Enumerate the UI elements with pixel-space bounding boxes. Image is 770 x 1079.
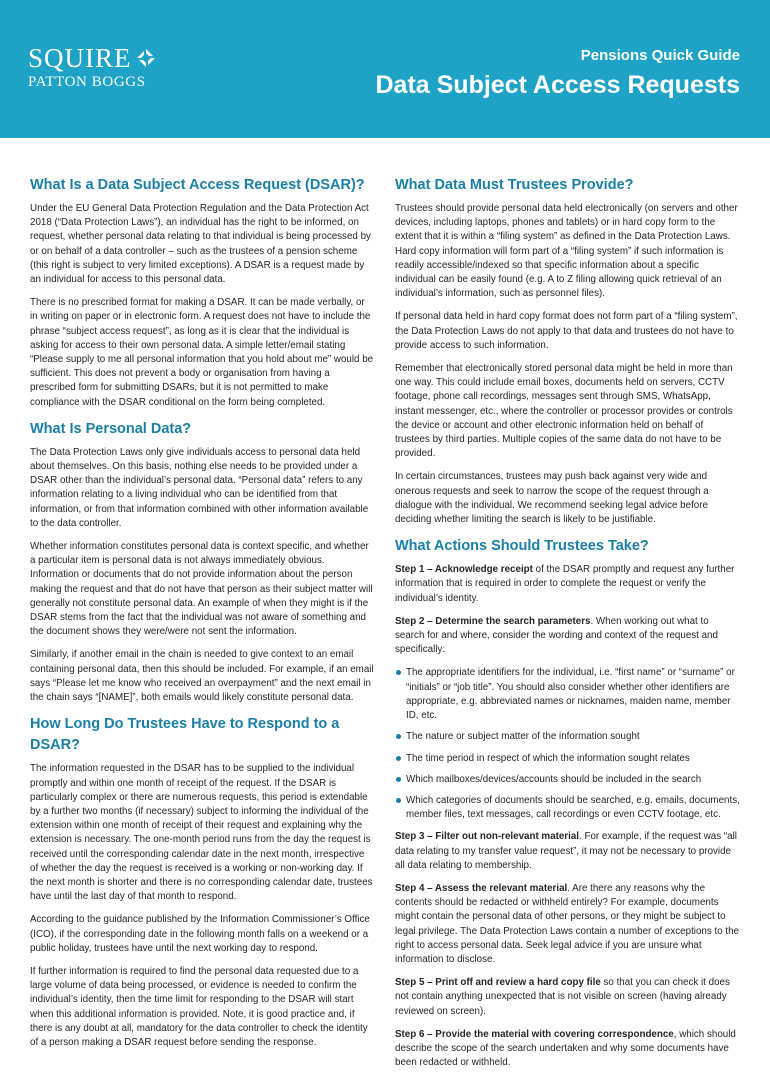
- step-4-text: . Are there any reasons why the contents should be redacted or withheld entirely? For example, documents might contain the personal data of other persons, or they might be subject to legal privilege. The Data Protection Laws contain a number of exceptions to the right to access personal data. Seek legal advice if you are unsure what information to disclose.: [395, 882, 740, 965]
- bullet-icon: [396, 777, 401, 782]
- paragraph: According to the guidance published by the Information Commissioner’s Office (ICO), if the corresponding date in the following month falls on a weekend or a public holiday, trustees have until the next working day to respond.: [30, 914, 370, 954]
- paragraph: The information requested in the DSAR has to be supplied to the individual promptly and within one month of receipt of the request. If the DSAR is particularly complex or there are numerous requests, this period is extendable by a further two months (if necessary) subject to informing the individual of the extension within one month of receipt of their request and explaining why the extension is necessary. The one-month period runs from the day the request is received until the corresponding calendar date in the next month, irrespective of whether the day the request is received is a working or non-working day. If the next month is shorter and there is no corresponding calendar date, trustees have until the last day of that month to respond.: [30, 763, 373, 903]
- paragraph: Under the EU General Data Protection Regulation and the Data Protection Act 2018 (“Data Protection Laws”), an individual has the right to be informed, on request, whether personal data relating to that individual is being processed by or on behalf of a data controller – such as the trustees of a pension scheme (this right is subject to very limited exceptions). A DSAR is a request made by an individual for access to this personal data.: [30, 203, 371, 286]
- left-column: [30, 175, 375, 1059]
- header-banner: [0, 0, 770, 138]
- document-title: Data Subject Access Requests: [375, 71, 740, 99]
- list-item: Which mailboxes/devices/accounts should be included in the search: [395, 773, 740, 787]
- paragraph: If personal data held in hard copy format does not form part of a “filing system”, the Data Protection Laws do not apply to that data and trustees do not have to provide access to such information.: [395, 311, 738, 351]
- step-4-title: Step 4 – Assess the relevant material: [395, 882, 568, 894]
- step-1-text: of the DSAR promptly and request any further information that is required in order to complete the request or verify the individual’s identity.: [395, 564, 735, 604]
- bullet-icon: [396, 756, 401, 761]
- step-3: [395, 830, 740, 873]
- firm-logo: [28, 44, 156, 91]
- step-5: [395, 976, 740, 1019]
- paragraph: If further information is required to find the personal data requested due to a large volume of data being processed, or evidence is needed to confirm the individual’s identity, then the time limit for responding to the DSAR will start when this additional information is provided. Note, it is good practice and, if there is any doubt at all, mandatory for the data controller to check the identity of a person making a DSAR request before sending the response.: [30, 965, 368, 1048]
- paragraph: There is no prescribed format for making a DSAR. It can be made verbally, or in writing on paper or in electronic form. A request does not have to include the phrase “subject access request”, as long as it is clear that the individual is asking for access to their own personal data. A simple letter/email stating “Please supply to me all personal information that you hold about me” would be sufficient. This does not prevent a body or organisation from having a prescribed form for submitting DSARs, but it is not permitted to make compliance with the DSAR conditional on the form being completed.: [30, 297, 374, 408]
- step-5-text: so that you can check it does not contain anything unexpected that is not visible on screen (having already reviewed on screen).: [395, 977, 730, 1017]
- heading-what-data: What Data Must Trustees Provide?: [395, 177, 634, 193]
- right-column: [395, 175, 740, 1079]
- heading-what-is-dsar: What Is a Data Subject Access Request (DSAR)?: [30, 177, 365, 193]
- logo-mark-icon: [136, 48, 156, 68]
- paragraph: Whether information constitutes personal data is context specific, and whether a particular item is personal data is not always immediately obvious. Information or documents that do not provide information about the person making the request and that do not have that person as their subject matter will generally not constitute personal data. An example of when they might is if the DSAR stems from the fact that the individual was not aware of something and the document shows they were/were not sent the information.: [30, 541, 373, 638]
- logo-line2: PATTON BOGGS: [28, 74, 146, 90]
- step-6-text: , which should describe the scope of the search undertaken and why some documents have been redacted or withheld.: [395, 1028, 736, 1069]
- step-6-title: Step 6 – Provide the material with covering correspondence: [395, 1028, 674, 1040]
- step-1-title: Step 1 – Acknowledge receipt: [395, 564, 533, 576]
- bullet-icon: [396, 670, 401, 675]
- step-5-title: Step 5 – Print off and review a hard copy file: [395, 977, 601, 989]
- step-3-title: Step 3 – Filter out non-relevant material: [395, 831, 580, 843]
- guide-label: Pensions Quick Guide: [580, 47, 740, 64]
- heading-response-time: How Long Do Trustees Have to Respond to a DSAR?: [30, 716, 340, 754]
- step-2: [395, 615, 740, 658]
- step-2-text: . When working out what to search for and where, consider the wording and context of the request and specifically:: [395, 615, 718, 656]
- list-item: The nature or subject matter of the information sought: [395, 730, 740, 744]
- step-2-title: Step 2 – Determine the search parameters: [395, 615, 591, 627]
- step-1: [395, 563, 740, 606]
- heading-actions: What Actions Should Trustees Take?: [395, 538, 649, 555]
- step-4: [395, 882, 740, 967]
- paragraph: Trustees should provide personal data held electronically (on servers and other devices, including laptops, phones and tablets) or in hard copy form to the extent that it is within a “filing system” as defined in the Data Protection Laws. Hard copy information will form part of a “filing system” if such information is readily accessible/indexed so that specific information about a specific individual can be easily found (e.g. A to Z filing allowing quick retrieval of an individual’s information, such as personnel files).: [395, 203, 738, 300]
- step-6: [395, 1028, 740, 1071]
- bullet-icon: [396, 734, 401, 739]
- heading-personal-data: What Is Personal Data?: [30, 420, 192, 437]
- search-parameter-list: [395, 666, 740, 822]
- logo-line1: SQUIRE: [28, 43, 132, 73]
- paragraph: The Data Protection Laws only give individuals access to personal data held about themselves. On this basis, nothing else needs to be provided under a DSAR other than the individual’s personal data. “Personal data” refers to any information relating to a living individual who can be identified from that information, or from that information combined with other information available to the data controller.: [30, 446, 369, 529]
- paragraph: Similarly, if another email in the chain is needed to give context to an email containing personal data, then this should be included. For example, if an email says “Please let me know who received an overpayment” and the next email in the chain says “[NAME]”, both emails would likely constitute personal data.: [30, 649, 374, 704]
- paragraph: Remember that electronically stored personal data might be held in more than one way. This could include email boxes, documents held on servers, CCTV footage, phone call recordings, messages sent through SMS, WhatsApp, instant messenger, etc., where the controller or processor provides or controls the device or account and other electronic information held on behalf of trustees by third parties. Multiple copies of the same data do not have to be provided.: [395, 363, 733, 460]
- paragraph: In certain circumstances, trustees may push back against very wide and onerous requests and seek to narrow the scope of the request through a dialogue with the individual. We recommend seeking legal advice before deciding whether limiting the search is likely to be justifiable.: [395, 471, 709, 526]
- list-item: The appropriate identifiers for the individual, i.e. “first name” or “surname” or “initials” or “job title”. You should also consider whether other identifiers are appropriate, e.g. abbreviated names or nicknames, maiden name, member ID, etc.: [395, 666, 740, 723]
- step-3-text: . For example, if the request was “all data relating to my transfer value request”, it may not be necessary to provide all data relating to membership.: [395, 831, 737, 871]
- list-item: Which categories of documents should be searched, e.g. emails, documents, member files, text messages, call recordings or even CCTV footage, etc.: [395, 794, 740, 822]
- list-item: The time period in respect of which the information sought relates: [395, 752, 740, 766]
- bullet-icon: [396, 798, 401, 803]
